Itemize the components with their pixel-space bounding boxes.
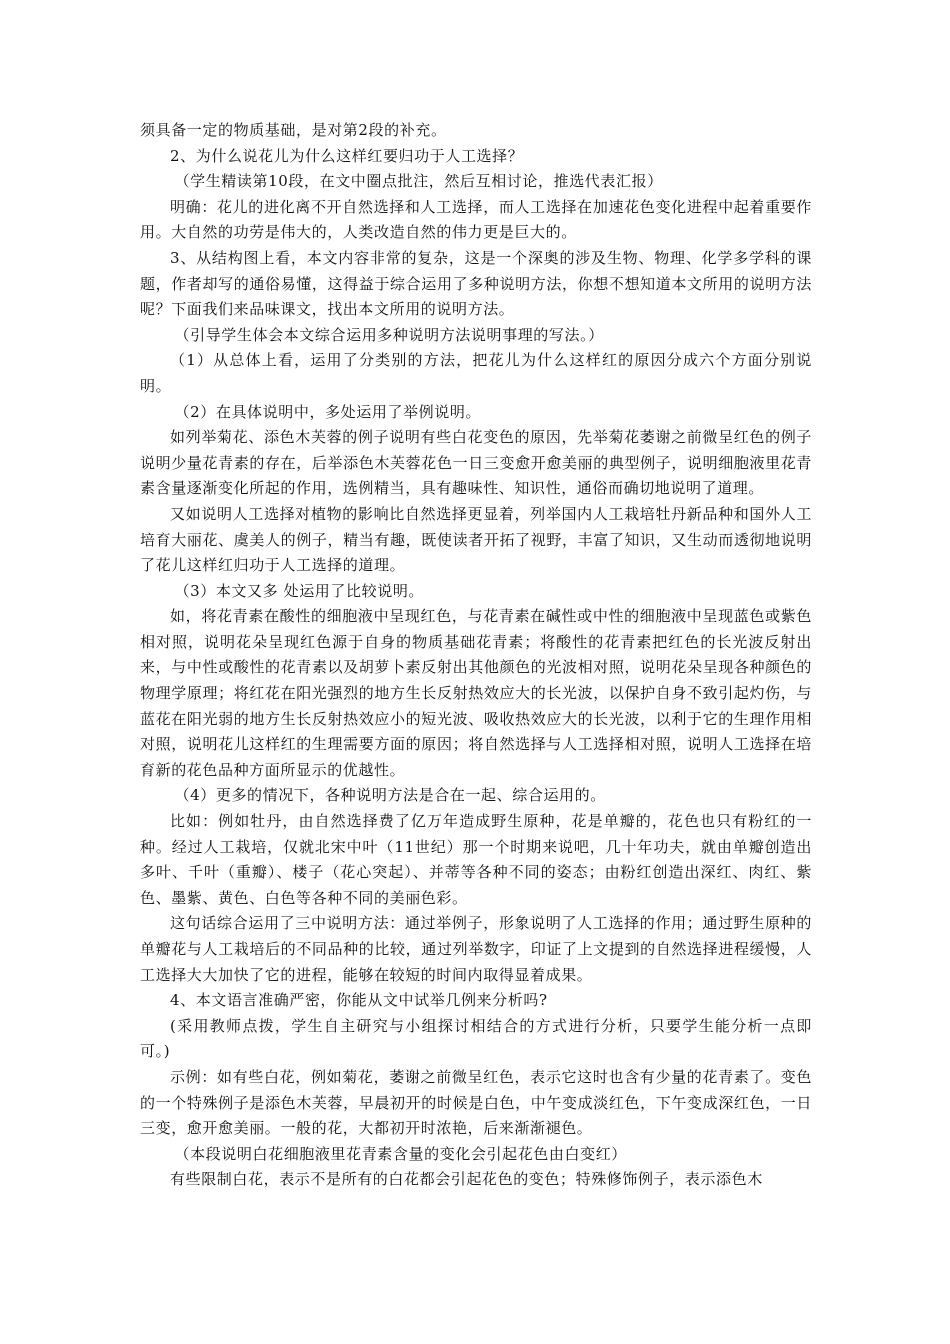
teaching-note: （引导学生体会本文综合运用多种说明方法说明事理的写法。） — [174, 325, 604, 344]
example-paragraph: 又如说明人工选择对植物的影响比自然选择更显着，列举国内人工栽培牡丹新品种和国外人工培育大丽花、虞美人的例子，精当有趣，既使读者开拓了视野，丰富了知识，又生动而透彻地说明了花儿这样红归功于人工选择的道理。 — [140, 504, 812, 575]
teaching-note: (采用教师点拨，学生自主研究与小组探讨相结合的方式进行分析，只要学生能分析一点即可。) — [140, 1016, 812, 1061]
example-paragraph: 如列举菊花、添色木芙蓉的例子说明有些白花变色的原因，先举菊花萎谢之前微呈红色的例子说明少量花青素的存在，后举添色木芙蓉花色一日三变愈开愈美丽的典型例子，说明细胞液里花青素含量逐渐变化所起的作用，选例精当，具有趣味性、知识性，通俗而确切地说明了道理。 — [140, 428, 812, 498]
teaching-note: （本段说明白花细胞液里花青素含量的变化会引起花色由白变红） — [174, 1144, 627, 1163]
paragraph-continuation: 须具备一定的物质基础，是对第2段的补充。 — [140, 121, 447, 139]
method-point-1: （1）从总体上看，运用了分类别的方法，把花儿为什么这样红的原因分成六个方面分别说明。 — [140, 351, 812, 395]
example-paragraph: 比如：例如牡丹，由自然选择费了亿万年造成野生原种，花是单瓣的，花色也只有粉红的一种。经过人工栽培，仅就北宋中叶（11世纪）那一个时期来说吧，几十年功夫，就由单瓣创造出多叶、千叶（重瓣）、楼子（花心突起）、并蒂等各种不同的姿态；由粉红创造出深红、肉红、紫色、墨紫、黄色、白色等各种不同的美丽色彩。 — [140, 812, 812, 907]
method-point-3: （3）本文又多 处运用了比较说明。 — [174, 581, 425, 600]
comparison-paragraph: 如，将花青素在酸性的细胞液中呈现红色，与花青素在碱性或中性的细胞液中呈现蓝色或紫色相对照，说明花朵呈现红色源于自身的物质基础花青素；将酸性的花青素把红色的长光波反射出来，与中性或酸性的花青素以及胡萝卜素反射出其他颜色的光波相对照，说明花朵呈现各种颜色的物理学原理；将红花在阳光强烈的地方生长反射热效应大的长光波，以保护自身不致引起灼伤，与蓝花在阳光弱的地方生长反射热效应小的短光波、吸收热效应大的长光波，以利于它的生理作用相对照，说明花儿这样红的生理需要方面的原因；将自然选择与人工选择相对照，说明人工选择在培育新的花色品种方面所显示的优越性。 — [140, 607, 812, 779]
teaching-note: （学生精读第10段，在文中圈点批注，然后互相讨论，推选代表汇报） — [174, 172, 663, 191]
method-point-4: （4）更多的情况下，各种说明方法是合在一起、综合运用的。 — [174, 786, 606, 805]
answer-paragraph: 明确：花儿的进化离不开自然选择和人工选择，而人工选择在加速花色变化进程中起着重要作用。大自然的功劳是伟大的，人类改造自然的伟力更是巨大的。 — [140, 197, 812, 242]
question-4: 4、本文语言准确严密，你能从文中试举几例来分析吗? — [170, 991, 548, 1010]
analysis-paragraph: 这句话综合运用了三中说明方法：通过举例子，形象说明了人工选择的作用；通过野生原种的单瓣花与人工栽培后的不同品种的比较，通过列举数字，印证了上文提到的自然选择进程缓慢，人工选择大大加快了它的进程，能够在较短的时间内取得显着成果。 — [140, 914, 812, 984]
method-point-2: （2）在具体说明中，多处运用了举例说明。 — [174, 402, 482, 421]
question-2: 2、为什么说花儿为什么这样红要归功于人工选择？ — [170, 146, 524, 165]
analysis-paragraph: 有些限制白花，表示不是所有的白花都会引起花色的变色；特殊修饰例子，表示添色木 — [170, 1170, 763, 1189]
document-page — [140, 118, 812, 1193]
sample-paragraph: 示例：如有些白花，例如菊花，萎谢之前微呈红色，表示它这时也含有少量的花青素了。变色的一个特殊例子是添色木芙蓉，早晨初开的时候是白色，中午变成淡红色，下午变成深红色，一日三变，愈开愈美丽。一般的花，大都初开时浓艳，后来渐渐褪色。 — [140, 1067, 812, 1138]
question-3: 3、从结构图上看，本文内容非常的复杂，这是一个深奥的涉及生物、物理、化学多学科的课题，作者却写的通俗易懂，这得益于综合运用了多种说明方法，你想不想知道本文所用的说明方法呢？下面我们来品味课文，找出本文所用的说明方法。 — [140, 248, 812, 319]
